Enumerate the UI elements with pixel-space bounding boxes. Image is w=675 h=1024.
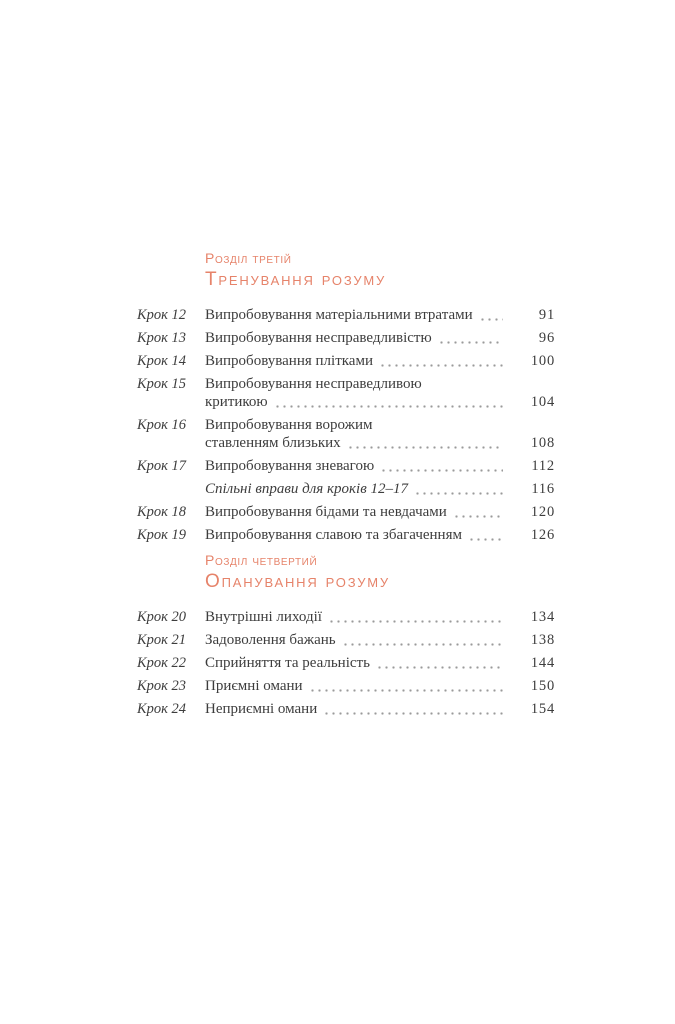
entry-title: Сприйняття та реальність: [205, 655, 370, 671]
entry-page-number: 108: [530, 435, 555, 451]
entry-page-number: 96: [538, 330, 555, 346]
entry-title: Задоволення бажань: [205, 632, 336, 648]
section-title: Опанування розуму: [205, 571, 390, 592]
entry-title-block: [205, 480, 505, 498]
entry-title: Приємні омани: [205, 678, 303, 694]
toc-entry: [137, 352, 555, 370]
entry-step-label: [137, 480, 205, 498]
dot-leader: [438, 341, 503, 344]
entry-title-block: [205, 608, 505, 626]
dot-leader: [379, 364, 503, 367]
dot-leader: [380, 469, 503, 472]
entry-title: Внутрішні лиходії: [205, 609, 322, 625]
entry-page-number: 104: [530, 394, 555, 410]
toc-entry: [137, 329, 555, 347]
entry-title: Випробовування несправедливістю: [205, 330, 432, 346]
toc-entry: [137, 457, 555, 475]
entry-title-block: [205, 375, 505, 411]
entry-step-label: Крок 19: [137, 527, 187, 543]
entry-title: Випробовування ворожим: [205, 417, 373, 433]
dot-leader: [453, 515, 503, 518]
entry-page-number: 144: [530, 655, 555, 671]
entry-page-number: 126: [530, 527, 555, 543]
entry-title: Випробовування зневагою: [205, 458, 375, 474]
toc-entry: [137, 654, 555, 672]
entry-page-number: 154: [530, 701, 555, 717]
entry-title: Випробовування матеріальними втратами: [205, 307, 473, 323]
dot-leader: [328, 620, 503, 623]
entry-page-number: 120: [530, 504, 555, 520]
entry-step-label: Крок 18: [137, 504, 187, 520]
entry-title-block: [205, 526, 505, 544]
entry-title-block: [205, 700, 505, 718]
entry-title-block: [205, 677, 505, 695]
toc-entry: [137, 700, 555, 718]
entry-title-block: [205, 457, 505, 475]
toc-entry: [137, 503, 555, 521]
entry-page-number: 138: [530, 632, 555, 648]
dot-leader: [347, 446, 503, 449]
entry-page-number: 112: [531, 458, 555, 474]
toc-entry: [137, 306, 555, 324]
entry-page-number: 100: [530, 353, 555, 369]
toc-entry: [137, 375, 555, 411]
entry-step-label: Крок 16: [137, 417, 187, 433]
entry-title-block: [205, 654, 505, 672]
entry-title-block: [205, 503, 505, 521]
entry-page-number: 150: [530, 678, 555, 694]
toc-entry: [137, 416, 555, 452]
dot-leader: [323, 712, 503, 715]
entry-page-number: 134: [530, 609, 555, 625]
entry-title: Спільні вправи для кроків 12–17: [205, 481, 408, 497]
toc-entry: [137, 526, 555, 544]
entry-page-number: 91: [538, 307, 555, 323]
entry-title: Випробовування славою та збагаченням: [205, 527, 462, 543]
section-header-4: [205, 553, 555, 592]
entry-step-label: Крок 15: [137, 376, 187, 392]
dot-leader: [479, 318, 503, 321]
entry-title: Випробовування плітками: [205, 353, 373, 369]
section-header-3: [205, 251, 555, 290]
entry-step-label: Крок 13: [137, 330, 187, 346]
entry-step-label: Крок 21: [137, 632, 187, 648]
section-kicker: Розділ третій: [205, 250, 292, 266]
entry-title: Неприємні омани: [205, 701, 318, 717]
entry-step-label: Крок 24: [137, 701, 187, 717]
toc-entry: [137, 631, 555, 649]
entry-title-line2: ставленням близьких: [205, 435, 341, 451]
entry-page-number: 116: [531, 481, 555, 497]
entry-step-label: Крок 20: [137, 609, 187, 625]
section-kicker: Розділ четвертий: [205, 552, 318, 568]
entry-title-block: [205, 416, 505, 452]
entry-step-label: Крок 22: [137, 655, 187, 671]
entry-step-label: Крок 14: [137, 353, 187, 369]
dot-leader: [274, 405, 503, 408]
entry-step-label: Крок 17: [137, 458, 187, 474]
toc-entry: [137, 677, 555, 695]
dot-leader: [414, 492, 503, 495]
dot-leader: [376, 666, 503, 669]
section-title: Тренування розуму: [205, 269, 387, 290]
toc-entry: [137, 608, 555, 626]
entry-title: Випробовування бідами та невдачами: [205, 504, 447, 520]
entry-title-block: [205, 329, 505, 347]
entry-title-block: [205, 352, 505, 370]
dot-leader: [309, 689, 503, 692]
table-of-contents: [137, 251, 555, 723]
entry-title-block: [205, 306, 505, 324]
dot-leader: [468, 538, 503, 541]
entry-title-block: [205, 631, 505, 649]
dot-leader: [342, 643, 503, 646]
entry-step-label: Крок 23: [137, 678, 187, 694]
entry-title-line2: критикою: [205, 394, 268, 410]
entry-title: Випробовування несправедливою: [205, 376, 422, 392]
toc-entry-exercises: [137, 480, 555, 498]
entry-step-label: Крок 12: [137, 307, 187, 323]
